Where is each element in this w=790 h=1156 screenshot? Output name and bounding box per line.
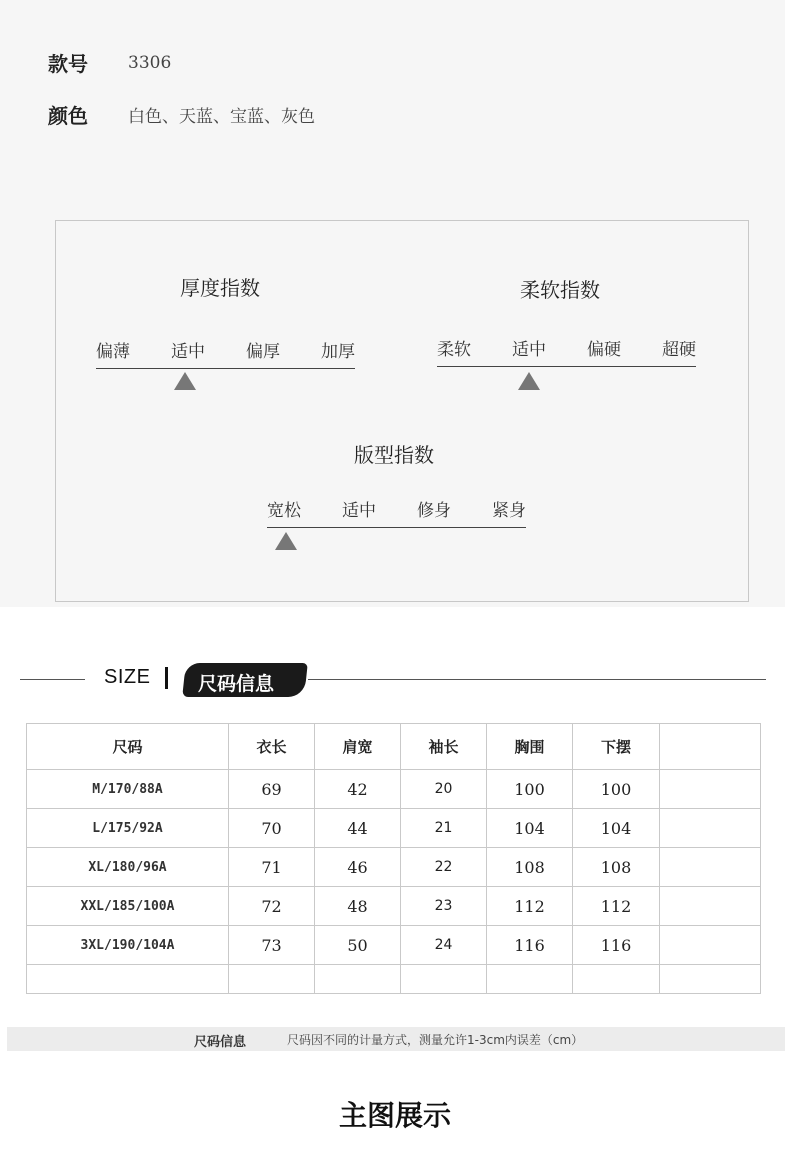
table-cell: 23 [401,887,487,926]
table-cell: 48 [315,887,401,926]
table-cell [401,965,487,994]
table-row [27,965,761,994]
table-cell: 104 [573,809,660,848]
thickness-option: 加厚 [321,342,355,362]
table-cell [27,965,229,994]
fit-marker-icon [275,532,297,550]
table-cell: 104 [487,809,573,848]
size-note-text: 尺码因不同的计量方式，测量允许1-3cm内误差（cm） [287,1033,584,1047]
table-cell: 24 [401,926,487,965]
fit-option: 宽松 [267,501,301,521]
table-cell [487,965,573,994]
thickness-option: 偏厚 [246,342,280,362]
fit-option: 紧身 [492,501,526,521]
table-cell [660,770,761,809]
size-info-heading: 尺码信息 [198,673,275,695]
table-cell [315,965,401,994]
divider [308,679,766,680]
table-cell: 70 [229,809,315,848]
thickness-scale [96,337,355,369]
table-cell: 100 [573,770,660,809]
table-cell: 116 [573,926,660,965]
size-table [26,723,761,994]
table-row [27,926,761,965]
table-cell: 116 [487,926,573,965]
thickness-option: 偏薄 [96,342,130,362]
softness-option: 超硬 [662,340,696,360]
column-header: 胸围 [487,724,573,770]
column-header: 尺码 [27,724,229,770]
size-note-bar [7,1027,785,1051]
table-cell: 21 [401,809,487,848]
thickness-index-title: 厚度指数 [180,276,260,300]
table-cell [660,926,761,965]
style-number-label: 款号 [48,52,88,76]
main-display-title: 主图展示 [338,1099,451,1132]
color-value: 白色、天蓝、宝蓝、灰色 [128,107,315,127]
table-cell: 112 [573,887,660,926]
table-cell [660,965,761,994]
size-section-header [0,660,790,700]
table-cell: 22 [401,848,487,887]
table-cell: 100 [487,770,573,809]
table-cell: 73 [229,926,315,965]
table-row [27,809,761,848]
fit-option: 适中 [342,501,376,521]
column-header: 下摆 [573,724,660,770]
table-row [27,770,761,809]
fit-scale [267,496,526,528]
table-cell [573,965,660,994]
fit-option: 修身 [417,501,451,521]
table-cell: 112 [487,887,573,926]
table-cell [660,809,761,848]
softness-option: 柔软 [437,340,471,360]
column-header: 袖长 [401,724,487,770]
table-cell: 50 [315,926,401,965]
color-row [48,100,315,129]
softness-option: 偏硬 [587,340,621,360]
divider [20,679,85,680]
softness-scale [437,335,696,367]
table-cell: 72 [229,887,315,926]
table-cell [660,887,761,926]
index-box [55,220,749,602]
table-cell: 46 [315,848,401,887]
fit-index-title: 版型指数 [354,443,434,467]
table-cell: 42 [315,770,401,809]
color-label: 颜色 [48,104,88,128]
column-header: 衣长 [229,724,315,770]
softness-option: 适中 [512,340,546,360]
table-cell: L/175/92A [27,809,229,848]
table-cell [229,965,315,994]
softness-index-title: 柔软指数 [520,278,600,302]
column-header: 肩宽 [315,724,401,770]
table-cell: 44 [315,809,401,848]
table-cell: XL/180/96A [27,848,229,887]
table-row [27,887,761,926]
size-note-label: 尺码信息 [194,1035,247,1050]
column-header [660,724,761,770]
thickness-option: 适中 [171,342,205,362]
table-cell: 20 [401,770,487,809]
size-heading: SIZE [104,666,151,688]
softness-marker-icon [518,372,540,390]
style-number-row [48,48,171,77]
table-cell: 108 [573,848,660,887]
table-cell: 71 [229,848,315,887]
table-cell: M/170/88A [27,770,229,809]
table-cell: 108 [487,848,573,887]
table-cell: 69 [229,770,315,809]
table-cell: XXL/185/100A [27,887,229,926]
table-cell [660,848,761,887]
table-row [27,848,761,887]
thickness-marker-icon [174,372,196,390]
divider [165,667,168,689]
table-header-row [27,724,761,770]
table-cell: 3XL/190/104A [27,926,229,965]
style-number-value: 3306 [128,52,172,73]
